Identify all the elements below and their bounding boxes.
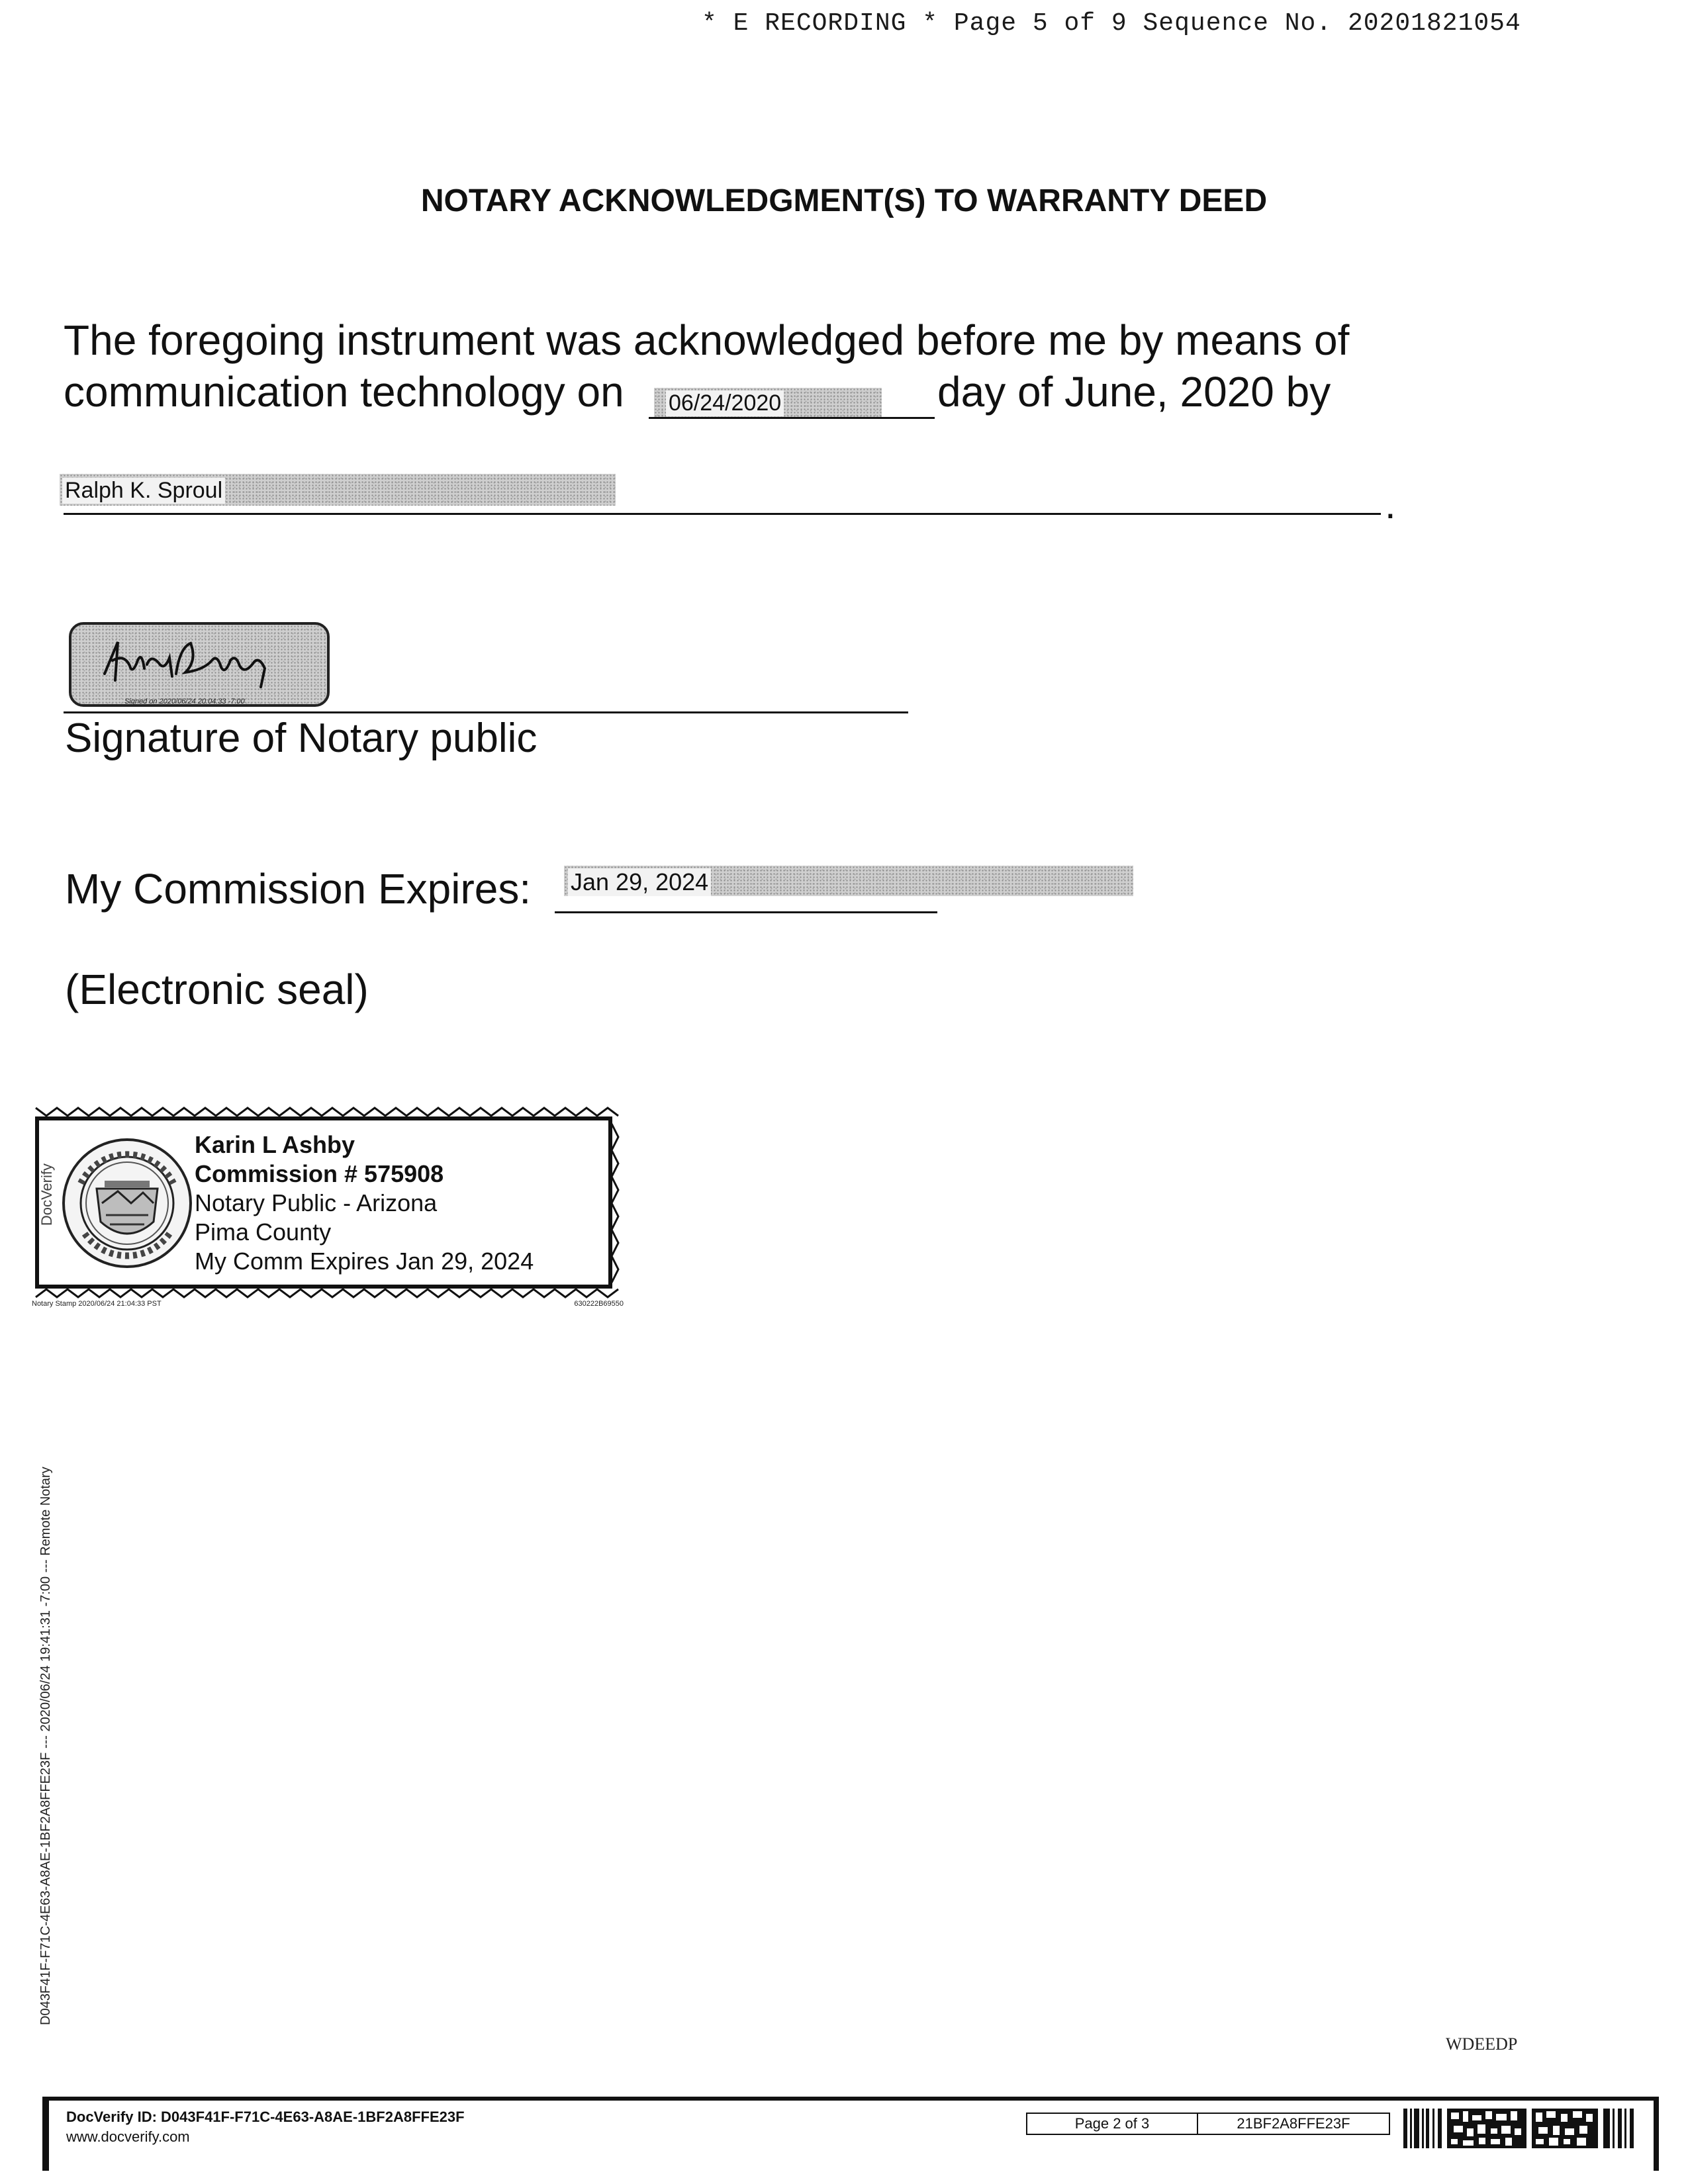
- notary-county: Pima County: [195, 1218, 332, 1246]
- docverify-footer: [42, 2097, 1659, 2171]
- stamp-vertical-text: DocVerify: [38, 1163, 55, 1226]
- stamp-timestamp: Notary Stamp 2020/06/24 21:04:33 PST: [32, 1300, 162, 1308]
- acknowledged-date-value: 06/24/2020: [666, 390, 784, 416]
- commission-underline: [555, 911, 937, 913]
- document-hash: 21BF2A8FFE23F: [1237, 2115, 1350, 2132]
- signature-timestamp: Signed on 2020/06/24 20:04:33 -7:00: [124, 698, 245, 705]
- stamp-text-block: [195, 1130, 534, 1276]
- side-verification-text: D043F41F-F71C-4E63-A8AE-1BF2A8FFE23F --- 2020/06/24 19:41:31 -7:00 --- Remote Notary: [38, 1467, 53, 2025]
- date-underline: [649, 417, 935, 419]
- notary-title: Notary Public - Arizona: [195, 1189, 438, 1216]
- acknowledgment-line-1: The foregoing instrument was acknowledged before me by means of: [64, 316, 1350, 364]
- acknowledgment-line-2-prefix: communication technology on: [64, 368, 624, 416]
- acknowledgment-line-2-suffix: day of June, 2020 by: [937, 368, 1331, 416]
- handwritten-signature: [98, 634, 303, 694]
- notary-signature-box[interactable]: [69, 622, 330, 707]
- signer-name-field[interactable]: [60, 474, 616, 506]
- signature-label: Signature of Notary public: [65, 715, 538, 761]
- commission-expires-value: Jan 29, 2024: [568, 868, 711, 896]
- arizona-state-seal-icon: [64, 1140, 191, 1267]
- document-title: NOTARY ACKNOWLEDGMENT(S) TO WARRANTY DEED: [420, 183, 1268, 218]
- docverify-url[interactable]: www.docverify.com: [66, 2128, 190, 2145]
- barcode-icon: [1403, 2109, 1636, 2148]
- commission-expires-field[interactable]: [564, 866, 1133, 896]
- docverify-id: DocVerify ID: D043F41F-F71C-4E63-A8AE-1BF2A8FFE23F: [66, 2109, 465, 2125]
- form-code: WDEEDP: [1446, 2034, 1518, 2054]
- page-indicator-box: [1026, 2113, 1390, 2135]
- notary-stamp: [32, 1104, 624, 1309]
- signer-name-underline: [64, 513, 1381, 515]
- acknowledged-date-field[interactable]: [654, 388, 882, 417]
- commission-expires-label: My Commission Expires:: [65, 865, 532, 913]
- footer-top-rule: [42, 2097, 1659, 2101]
- signature-underline: [64, 711, 908, 713]
- electronic-seal-label: (Electronic seal): [65, 966, 369, 1013]
- page-label: Page 2 of 3: [1027, 2114, 1198, 2134]
- signer-name-period: .: [1385, 482, 1396, 527]
- recording-header: * E RECORDING * Page 5 of 9 Sequence No. 20201821054: [702, 9, 1521, 38]
- stamp-serial: 630222B69550: [574, 1300, 624, 1308]
- signer-name-value: Ralph K. Sproul: [62, 478, 225, 504]
- notary-name: Karin L Ashby: [195, 1131, 355, 1158]
- footer-right-rule: [1654, 2097, 1659, 2171]
- footer-left-rule: [42, 2097, 49, 2171]
- stamp-expiration: My Comm Expires Jan 29, 2024: [195, 1248, 534, 1275]
- commission-number: Commission # 575908: [195, 1160, 444, 1187]
